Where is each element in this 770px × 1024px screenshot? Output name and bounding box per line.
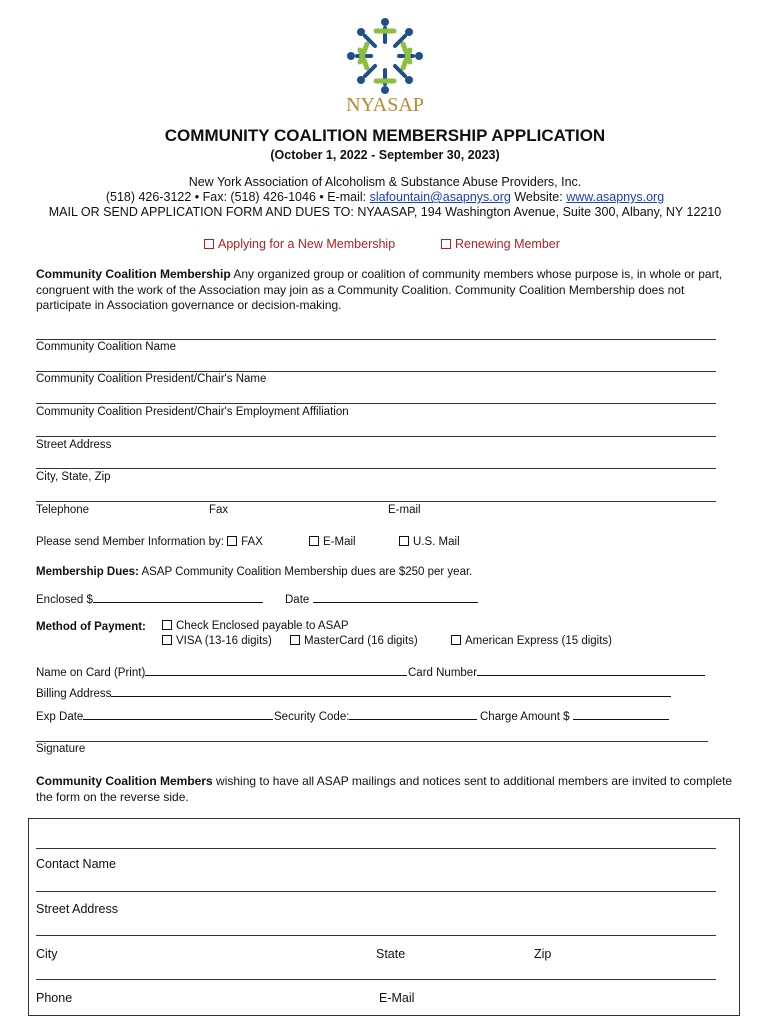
people-circle-logo-icon: [340, 12, 430, 100]
billing-address-line[interactable]: [111, 686, 671, 697]
charge-amount-label: Charge Amount $: [480, 711, 570, 723]
contact-line: [0, 190, 770, 204]
email-label: E-mail: [388, 504, 421, 516]
city-state-zip-label: City, State, Zip: [36, 471, 111, 483]
payment-method-label: Method of Payment:: [36, 621, 146, 633]
coalition-name-line[interactable]: [36, 339, 716, 340]
name-on-card-line[interactable]: [145, 665, 407, 676]
send-fax-label: FAX: [241, 536, 263, 548]
send-mail-checkbox[interactable]: [399, 536, 409, 546]
city-state-zip-line[interactable]: [36, 468, 716, 469]
additional-bold: Community Coalition Members: [36, 774, 213, 788]
date-label: Date: [285, 594, 310, 606]
contact-city-line[interactable]: [36, 935, 716, 936]
security-code-line[interactable]: [349, 709, 477, 720]
visa-label: VISA (13-16 digits): [176, 635, 272, 647]
renew-membership-option[interactable]: [441, 237, 560, 251]
fax-label: Fax: [209, 504, 229, 516]
date-input-line[interactable]: [313, 592, 478, 603]
contact-name-line[interactable]: [36, 848, 716, 849]
email-link[interactable]: slafountain@asapnys.org: [369, 190, 511, 204]
affiliation-label: Community Coalition President/Chair's Employment Affiliation: [36, 406, 349, 418]
telephone-line[interactable]: [36, 501, 716, 502]
send-email-label: E-Mail: [323, 536, 356, 548]
street-address-line[interactable]: [36, 436, 716, 437]
name-on-card-field[interactable]: [36, 665, 407, 679]
website-label: Website:: [510, 190, 567, 204]
exp-date-field[interactable]: [36, 709, 273, 723]
new-membership-option[interactable]: [204, 237, 395, 251]
street-address-label: Street Address: [36, 439, 112, 451]
card-number-field[interactable]: [408, 665, 705, 679]
mail-instructions: MAIL OR SEND APPLICATION FORM AND DUES TO: NYAASAP, 194 Washington Avenue, Suite 300, Albany, NY 12210: [48, 205, 722, 219]
send-fax-checkbox[interactable]: [227, 536, 237, 546]
enclosed-input-line[interactable]: [93, 592, 263, 603]
contact-state-label: State: [376, 947, 406, 961]
security-code-label: Security Code:: [274, 711, 350, 723]
name-on-card-label: Name on Card (Print): [36, 667, 146, 679]
logo-text: NYASAP: [346, 94, 424, 116]
new-membership-checkbox[interactable]: [204, 239, 214, 249]
website-link[interactable]: www.asapnys.org: [566, 190, 665, 204]
dues-bold: Membership Dues:: [36, 566, 139, 578]
president-name-line[interactable]: [36, 371, 716, 372]
charge-amount-line[interactable]: [573, 709, 669, 720]
renew-membership-label: Renewing Member: [455, 237, 560, 251]
president-name-label: Community Coalition President/Chair's Name: [36, 373, 267, 385]
contact-zip-label: Zip: [534, 947, 552, 961]
mastercard-label: MasterCard (16 digits): [304, 635, 418, 647]
amex-option[interactable]: [451, 635, 612, 647]
intro-paragraph: [36, 267, 736, 314]
renew-membership-checkbox[interactable]: [441, 239, 451, 249]
enclosed-field[interactable]: [36, 592, 263, 606]
additional-members-note: [36, 774, 736, 805]
coalition-name-label: Community Coalition Name: [36, 341, 176, 353]
exp-date-line[interactable]: [83, 709, 273, 720]
form-title: COMMUNITY COALITION MEMBERSHIP APPLICATION: [164, 126, 606, 145]
send-email-checkbox[interactable]: [309, 536, 319, 546]
telephone-label: Telephone: [36, 504, 90, 516]
new-membership-label: Applying for a New Membership: [218, 237, 396, 251]
contact-email-label: E-Mail: [379, 991, 415, 1005]
contact-street-line[interactable]: [36, 891, 716, 892]
charge-amount-field[interactable]: [480, 709, 669, 723]
exp-date-label: Exp Date: [36, 711, 84, 723]
affiliation-line[interactable]: [36, 403, 716, 404]
signature-line[interactable]: [36, 741, 708, 742]
intro-bold: Community Coalition Membership: [36, 267, 231, 281]
send-email-option[interactable]: [309, 536, 356, 548]
visa-checkbox[interactable]: [162, 635, 172, 645]
send-mail-label: U.S. Mail: [413, 536, 460, 548]
additional-text: wishing to have all ASAP mailings and notices sent to additional members are invited to complete the form on the reverse side.: [36, 774, 733, 804]
check-checkbox[interactable]: [162, 620, 172, 630]
organization-name: New York Association of Alcoholism & Substance Abuse Providers, Inc.: [188, 175, 582, 189]
send-info-text: Please send Member Information by:: [36, 536, 224, 548]
billing-address-field[interactable]: [36, 686, 671, 700]
security-code-field[interactable]: [274, 709, 477, 723]
check-label: Check Enclosed payable to ASAP: [176, 620, 349, 632]
check-option[interactable]: [162, 620, 349, 632]
visa-option[interactable]: [162, 635, 272, 647]
dues-text: ASAP Community Coalition Membership dues are $250 per year.: [138, 566, 473, 578]
contact-city-label: City: [36, 947, 58, 961]
contact-phone-label: Phone: [36, 991, 73, 1005]
signature-label: Signature: [36, 743, 86, 755]
contact-street-label: Street Address: [36, 902, 118, 916]
membership-period: (October 1, 2022 - September 30, 2023): [270, 148, 500, 162]
date-field[interactable]: [285, 592, 478, 606]
card-number-line[interactable]: [477, 665, 705, 676]
mastercard-option[interactable]: [290, 635, 418, 647]
mastercard-checkbox[interactable]: [290, 635, 300, 645]
amex-checkbox[interactable]: [451, 635, 461, 645]
nyasap-logo: [340, 12, 430, 122]
amex-label: American Express (15 digits): [465, 635, 612, 647]
send-info-label: [36, 536, 263, 548]
contact-phone-line[interactable]: [36, 979, 716, 980]
dues-line: [36, 566, 472, 578]
billing-address-label: Billing Address: [36, 688, 112, 700]
intro-text: Any organized group or coalition of community members whose purpose is, in whole or part, congruent with the work of the Association may join as a Community Coalition. Community Coalition Membership does not participate in Association governance or decision-making.: [36, 267, 723, 312]
contact-box: [28, 818, 740, 1016]
contact-name-label: Contact Name: [36, 857, 116, 871]
send-mail-option[interactable]: [399, 536, 460, 548]
enclosed-label: Enclosed $: [36, 594, 93, 606]
phone-fax-text: (518) 426-3122 • Fax: (518) 426-1046 • E-mail:: [105, 190, 370, 204]
card-number-label: Card Number: [408, 667, 478, 679]
